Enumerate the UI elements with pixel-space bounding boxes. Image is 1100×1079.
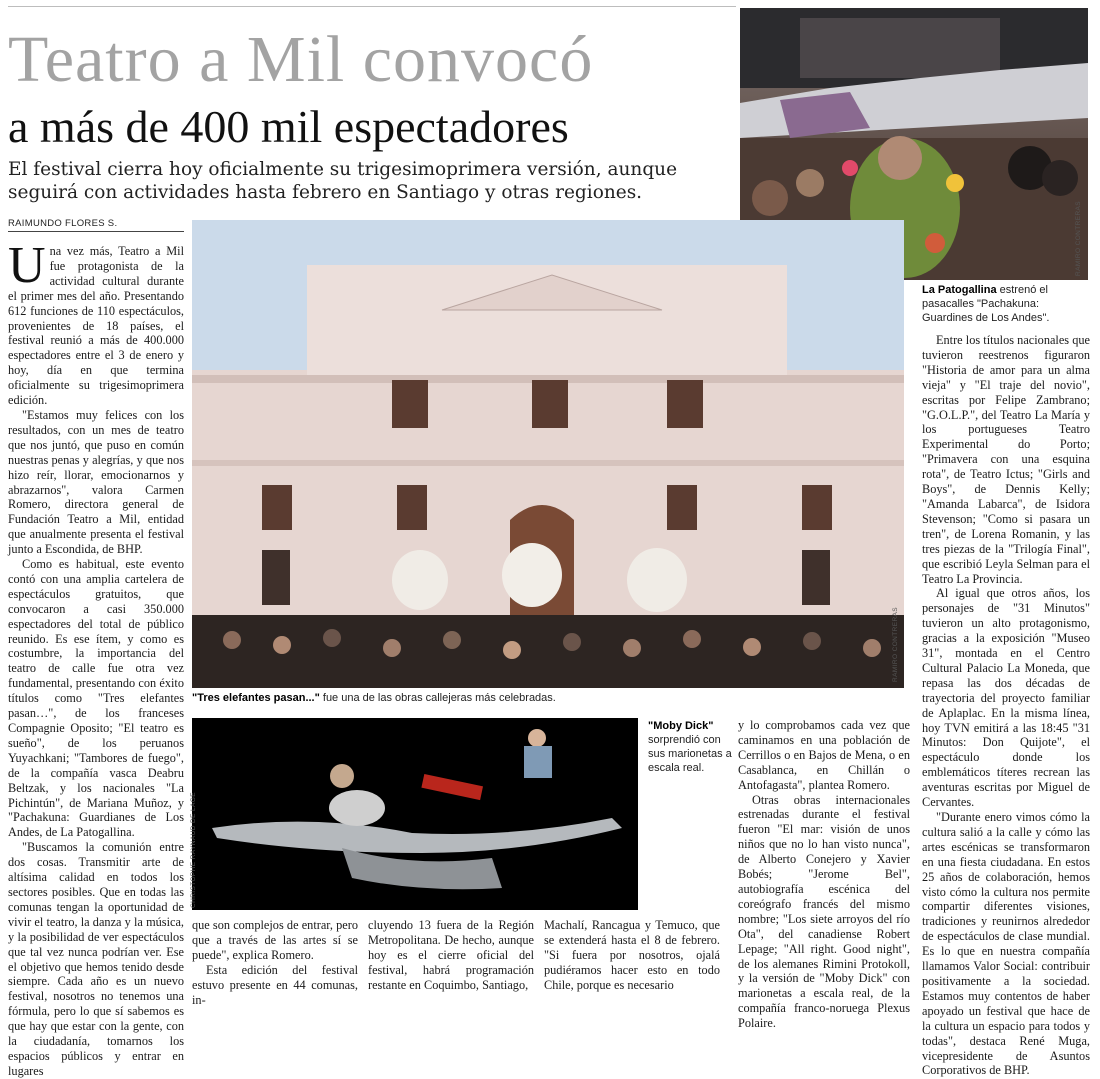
col4-paragraph-1: Machalí, Rancagua y Temuco, que se extenderá hasta el 8 de febrero. "Si fuera por nosotros, ojalá pudiéramos hacer esto en todo Chile, porque es necesario xyxy=(544,918,720,992)
col6-paragraph-3: "Durante enero vimos cómo la cultura salió a la calle y cómo las artes escénicas se transformaron en una fiesta ciudadana. En estos 25 años de colaboración, hemos visto cómo la cultura nos permite compartir diferentes visiones, tradiciones y reunirnos alrededor de espectáculos de clase mundial. Es lo que en nuestra compañía llamamos Valor Social: contribuir positivamente a la sociedad. Estamos muy contentos de haber apoyado un festival que hace de la cultura un espacio para todos y todas", destaca René Muga, vicepresidente de Asuntos Corporativos de BHP. xyxy=(922,810,1090,1078)
byline: RAIMUNDO FLORES S. xyxy=(8,218,118,229)
col1-paragraph-4: "Buscamos la comunión entre dos cosas. Transmitir arte de altísima calidad en todos los sectores posibles. Que en todas las comunas tengan la oportunidad de vivir el teatro, la danza y la música, y la posibilidad de ver espectáculos que tal vez nunca podrían ver. Ese el objetivo que hemos tenido desde siempre. Cada año es un nuevo festival, nosotros no tenemos una fórmula, pero lo que sí sabemos es que hay que estar con la gente, con la ciudadanía, tomarnos los espacios públicos y entrar en lugares xyxy=(8,840,184,1078)
byline-rule xyxy=(8,231,184,232)
photo-patogallina-credit: RAMIRO CONTRERAS xyxy=(1075,200,1082,276)
caption-tres-elefantes xyxy=(192,691,904,705)
caption-patogallina xyxy=(922,283,1092,325)
top-rule xyxy=(8,6,736,7)
col1-paragraph-3: Como es habitual, este evento contó con una amplia cartelera de espectáculos gratuitos, que convocaron a casi 350.000 espectadores del total de público reunido. Es ese ítem, y como es costumbre, la importancia del teatro de calle fue otra vez fundamental, presentando con éxito títulos como "Tres elefantes pasan…", de los franceses Compagnie Oposito; "El teatro es sueño", de los peruanos Yuyachkani; "Tambores de fuego", de la compañía vasca Deabru Beltzak, y los nacionales "La Pichintún", de Mariana Muñoz, y "Pachakuna: Guardianes de Los Andes, de La Patogallina. xyxy=(8,557,184,840)
caption-moby-dick-bold: "Moby Dick" xyxy=(648,720,714,732)
col2-paragraph-2: Esta edición del festival estuvo presente en 44 comunas, in- xyxy=(192,962,358,1007)
body-column-6 xyxy=(922,333,1090,1078)
photo-moby-dick-credit: CHRISTOPHE RAYNAUD DE LAGE xyxy=(190,792,197,908)
caption-patogallina-bold: La Patogallina xyxy=(922,284,997,296)
col1-paragraph-1-text: na vez más, Teatro a Mil fue protagonista de la actividad cultural durante el primer mes del año. Presentando 612 funciones de 110 espectáculos, provenientes de 18 países, el festival reunió a más de 400.000 espectadores entre el 3 de enero y hoy, día en que termina oficialmente su trigesimoprimera edición. xyxy=(8,244,184,408)
body-column-5 xyxy=(738,718,910,1031)
body-column-3 xyxy=(368,918,534,998)
headline-line-1: Teatro a Mil convocó xyxy=(8,23,594,96)
col1-paragraph-1 xyxy=(8,237,184,408)
photo-moby-dick-illustration xyxy=(192,718,638,910)
caption-moby-dick xyxy=(648,719,738,775)
dropcap: U xyxy=(8,237,46,294)
photo-moby-dick xyxy=(192,718,638,910)
col6-paragraph-2: Al igual que otros años, los personajes de "31 Minutos" tuvieron un alto protagonismo, gracias a la exposición "Museo 31", montada en el Centro Cultural Palacio La Moneda, que repasa las dos décadas de trayectoria del proyecto familiar de Aplaplac. En la misma línea, hoy TVN emitirá a las 18:45 "31 Minutos: Don Quijote", el espectáculo donde los emblemáticos títeres recrean las aventuras escritas por Miguel de Cervantes. xyxy=(922,586,1090,810)
caption-patogallina-text: estrenó el pasacalles "Pachakuna: Guardines de Los Andes". xyxy=(922,284,1050,324)
caption-tres-elefantes-bold: "Tres elefantes pasan..." xyxy=(192,692,320,704)
body-column-4 xyxy=(544,918,720,998)
caption-moby-dick-text: sorprendió con sus marionetas a escala real. xyxy=(648,734,732,774)
deck: El festival cierra hoy oficialmente su trigesimoprimera versión, aunque seguirá con actividades hasta febrero en Santiago y otras regiones. xyxy=(8,159,678,203)
col5-paragraph-2: Otras obras internacionales estrenadas durante el festival fueron "El mar: visión de unos niños que no lo han visto nunca", de Alberto Conejero y Xavier Bobés; "Jerome Bel", autobiografía escénica del coreógrafo francés del mismo nombre; "Los siete arroyos del río Ota", del canadiense Robert Lepage; "All right. Good night", de los alemanes Rimini Protokoll, y la versión de "Moby Dick" con marionetas a escala real, de la compañía franco-noruega Plexus Polaire. xyxy=(738,792,910,1031)
caption-tres-elefantes-text: fue una de las obras callejeras más celebradas. xyxy=(319,692,556,704)
col3-paragraph-1: cluyendo 13 fuera de la Región Metropolitana. De hecho, aunque hoy es el cierre oficial del festival, habrá programación restante en Coquimbo, Santiago, xyxy=(368,918,534,992)
col1-paragraph-2: "Estamos muy felices con los resultados, con un mes de teatro que nos juntó, que puso en común nuestras penas y alegrías, y que nos hizo reír, llorar, emocionarnos y abrazarnos", valora Carmen Romero, directora general de Fundación Teatro a Mil, entidad que anualmente presenta el festival junto a Escondida, de BHP. xyxy=(8,407,184,557)
col2-paragraph-1: que son complejos de entrar, pero que a través de las artes sí se puede", explica Romero. xyxy=(192,918,358,962)
headline-line-2: a más de 400 mil espectadores xyxy=(8,101,569,152)
photo-la-moneda-credit: RAMIRO CONTRERAS xyxy=(892,606,899,682)
photo-la-moneda xyxy=(192,220,904,688)
col6-paragraph-1: Entre los títulos nacionales que tuvieron reestrenos figuraron "Historia de amor para un alma vieja" y "El traje del novio", escritas por Felipe Zambrano; "G.O.L.P.", del Teatro La María y los portugueses Teatro Experimental do Porto; "Primavera con una esquina rota", de Teatro Ictus; "Girls and Boys", de Dennis Kelly; "Amanda Labarca", de Isidora Stevenson; "Como si pasara un tren", de Lorena Romanin, y las tres piezas de la "Trilogía Final", que escribió Leyla Selman para el Teatro La Provincia. xyxy=(922,333,1090,586)
col5-paragraph-1: y lo comprobamos cada vez que caminamos en una población de Cerrillos o en Bajos de Mena, o en Casablanca, en Chillán o Antofagasta", plantea Romero. xyxy=(738,718,910,792)
body-column-2 xyxy=(192,918,358,1007)
photo-la-moneda-illustration xyxy=(192,220,904,688)
body-column-1 xyxy=(8,237,184,1078)
